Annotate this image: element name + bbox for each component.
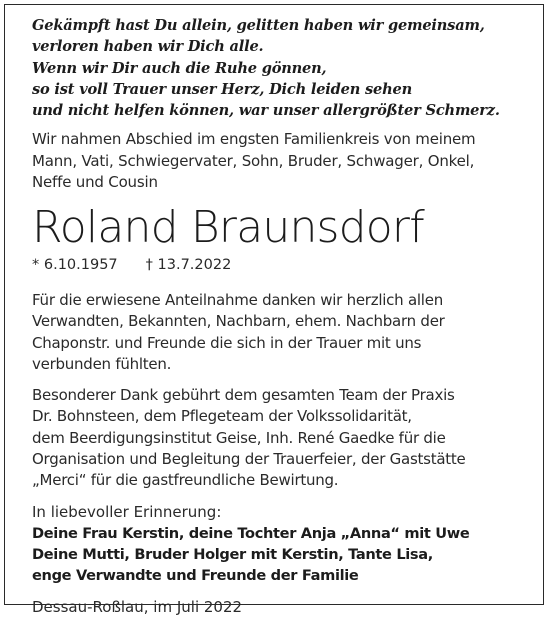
birth-date: * 6.10.1957 (32, 256, 118, 273)
deceased-name: Roland Braunsdorf (32, 201, 424, 253)
special-thanks-line: „Merci“ für die gastfreundliche Bewirtung. (32, 471, 339, 490)
thanks-line: Für die erwiesene Anteilnahme danken wir herzlich allen (32, 290, 443, 309)
thanks-line: Chaponstr. und Freunde die sich in der Trauer mit uns (32, 333, 422, 352)
signer-line: Deine Frau Kerstin, deine Tochter Anja „Anna“ mit Uwe (32, 524, 470, 542)
death-date: † 13.7.2022 (145, 256, 232, 273)
intro-text (32, 129, 532, 194)
life-dates (32, 255, 532, 275)
obituary-content (32, 15, 532, 618)
poem-line: und nicht helfen können, war unser allergrößter Schmerz. (32, 102, 500, 120)
special-thanks-line: Besonderer Dank gebührt dem gesamten Team der Praxis (32, 386, 455, 405)
special-thanks-line: Dr. Bohnsteen, dem Pflegeteam der Volkssolidarität, (32, 407, 412, 426)
thanks-line: verbunden fühlten. (32, 354, 172, 373)
poem-line: Wenn wir Dir auch die Ruhe gönnen, (32, 59, 327, 77)
poem-line: Gekämpft hast Du allein, gelitten haben wir gemeinsam, (32, 17, 485, 34)
poem (32, 15, 532, 121)
thanks-text (32, 290, 532, 375)
signers (32, 523, 532, 587)
intro-line: Mann, Vati, Schwiegervater, Sohn, Bruder, Schwager, Onkel, (32, 151, 475, 170)
poem-line: so ist voll Trauer unser Herz, Dich leiden sehen (32, 80, 413, 98)
special-thanks-line: Organisation und Begleitung der Trauerfeier, der Gaststätte (32, 450, 466, 469)
special-thanks-line: dem Beerdigungsinstitut Geise, Inh. René Gaedke für die (32, 428, 446, 447)
memory-label: In liebevoller Erinnerung: (32, 502, 222, 521)
special-thanks-text (32, 385, 532, 491)
poem-line: verloren haben wir Dich alle. (32, 38, 264, 56)
signer-line: enge Verwandte und Freunde der Familie (32, 567, 359, 585)
intro-line: Wir nahmen Abschied im engsten Familienkreis von meinem (32, 130, 476, 149)
intro-line: Neffe und Cousin (32, 173, 158, 192)
place-date: Dessau-Roßlau, im Juli 2022 (32, 597, 243, 616)
thanks-line: Verwandten, Bekannten, Nachbarn, ehem. Nachbarn der (32, 312, 445, 331)
signer-line: Deine Mutti, Bruder Holger mit Kerstin, Tante Lisa, (32, 545, 433, 563)
obituary-card (4, 4, 544, 616)
